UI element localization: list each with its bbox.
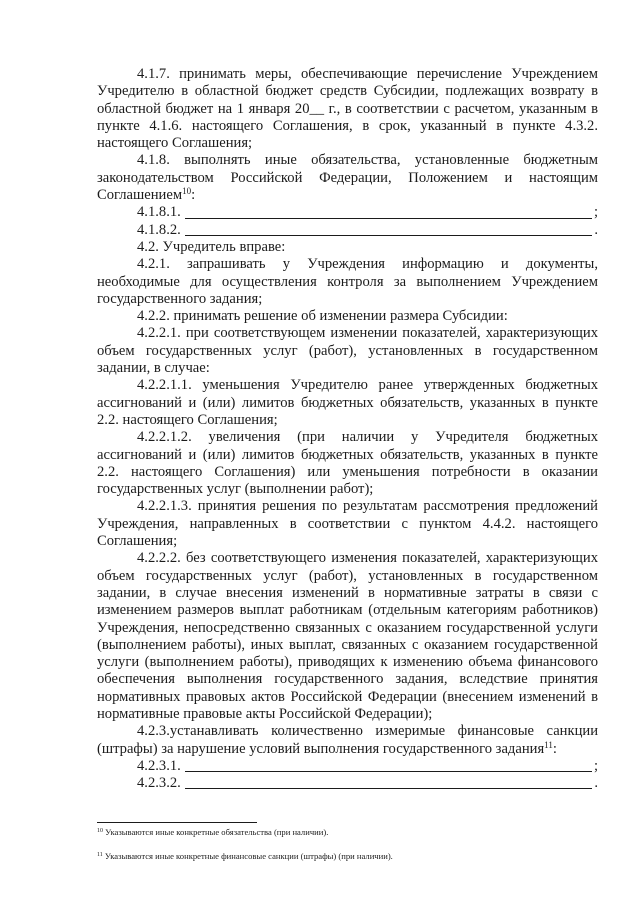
clause-4-1-7: 4.1.7. принимать меры, обеспечивающие перечисление Учреждением Учредителю в областной бюджет средств Субсидии, подлежащих возврату в областной бюджет на 1 января 20__ г., в соответствии с расчетом, указанным в пункте 4.1.6. настоящего Соглашения, в срок, указанный в пункте 4.3.2. настоящего Соглашения; xyxy=(97,66,598,152)
clause-tail: : xyxy=(191,187,196,204)
clause-4-2-2-1-2: 4.2.2.1.2. увеличения (при наличии у Учредителя бюджетных ассигнований и (или) лимитов бюджетных обязательств, указанных в пункте 2.2. настоящего Соглашения) или уменьшения потребности в оказании государственных услуг (выполнении работ); xyxy=(97,429,598,498)
clause-4-2-2-1-3: 4.2.2.1.3. принятия решения по результатам рассмотрения предложений Учреждения, направленных в соответствии с пунктом 4.4.2. настоящего Соглашения; xyxy=(97,498,598,550)
clause-text: 4.1.8. выполнять иные обязательства, установленные бюджетным законодательством Российской Федерации, Положением и настоящим Соглашением xyxy=(97,152,598,204)
footnote-number: 10 xyxy=(97,828,103,834)
clause-4-2-2-2: 4.2.2.2. без соответствующего изменения показателей, характеризующих объем государственных услуг (работ), установленных в государственном задании, в случае внесения изменений в нормативные затраты в связи с изменением размеров выплат работникам (отдельным категориям работников) Учреждения, непосредственно связанных с оказанием государственной услуги (выполнением работы), иных выплат, связанных с оказанием государственной услуги (выполнением работы), приводящих к изменению объема финансового обеспечения выполнения государственного задания, вследствие принятия нормативных правовых актов Российской Федерации (внесением изменений в нормативные правовые акты Российской Федерации); xyxy=(97,550,598,722)
blank-label: 4.2.3.1. xyxy=(137,757,181,774)
footnote-ref: 11 xyxy=(544,739,553,750)
clause-4-1-8 xyxy=(97,152,598,204)
clause-4-2-3 xyxy=(97,723,598,758)
underline-blank xyxy=(185,223,593,236)
clause-4-2-2-1-1: 4.2.2.1.1. уменьшения Учредителю ранее утвержденных бюджетных ассигнований и (или) лимитов бюджетных обязательств, указанных в пункте 2.2. настоящего Соглашения; xyxy=(97,377,598,428)
blank-line-4-1-8-1 xyxy=(97,204,598,221)
clause-4-2-1: 4.2.1. запрашивать у Учреждения информацию и документы, необходимые для осуществления контроля за выполнением Учреждением государственного задания; xyxy=(97,256,598,307)
blank-label: 4.2.3.2. xyxy=(137,775,181,792)
clause-text: 4.2.3.устанавливать количественно измеримые финансовые санкции (штрафы) за нарушение условий выполнения государственного задания xyxy=(97,723,598,757)
clause-4-2-2: 4.2.2. принимать решение об изменении размера Субсидии: xyxy=(137,308,508,325)
blank-end: ; xyxy=(593,757,598,774)
footnote-10 xyxy=(97,827,617,838)
footnote-ref: 10 xyxy=(182,186,192,197)
blank-end: . xyxy=(594,775,598,792)
underline-blank xyxy=(185,206,592,219)
blank-label: 4.1.8.1. xyxy=(137,204,181,221)
clause-tail: : xyxy=(552,740,557,757)
underline-blank xyxy=(185,759,592,772)
underline-blank xyxy=(185,776,593,789)
blank-line-4-1-8-2 xyxy=(97,222,598,239)
blank-label: 4.1.8.2. xyxy=(137,221,181,238)
clause-4-2: 4.2. Учредитель вправе: xyxy=(137,238,286,255)
footnote-11 xyxy=(97,851,617,862)
blank-line-4-2-3-1 xyxy=(97,758,598,775)
footnote-number: 11 xyxy=(97,852,103,858)
footnote-text: Указываются иные конкретные финансовые санкции (штрафы) (при наличии). xyxy=(102,851,393,861)
clause-4-2-2-1: 4.2.2.1. при соответствующем изменении показателей, характеризующих объем государственных услуг (работ), установленных в государственном задании, в случае: xyxy=(97,325,598,377)
blank-end: ; xyxy=(593,204,598,221)
footnote-text: Указываются иные конкретные обязательства (при наличии). xyxy=(103,827,329,837)
blank-line-4-2-3-2 xyxy=(97,775,598,792)
blank-end: . xyxy=(594,221,598,238)
document-body xyxy=(97,66,598,792)
footnote-separator xyxy=(97,822,257,823)
